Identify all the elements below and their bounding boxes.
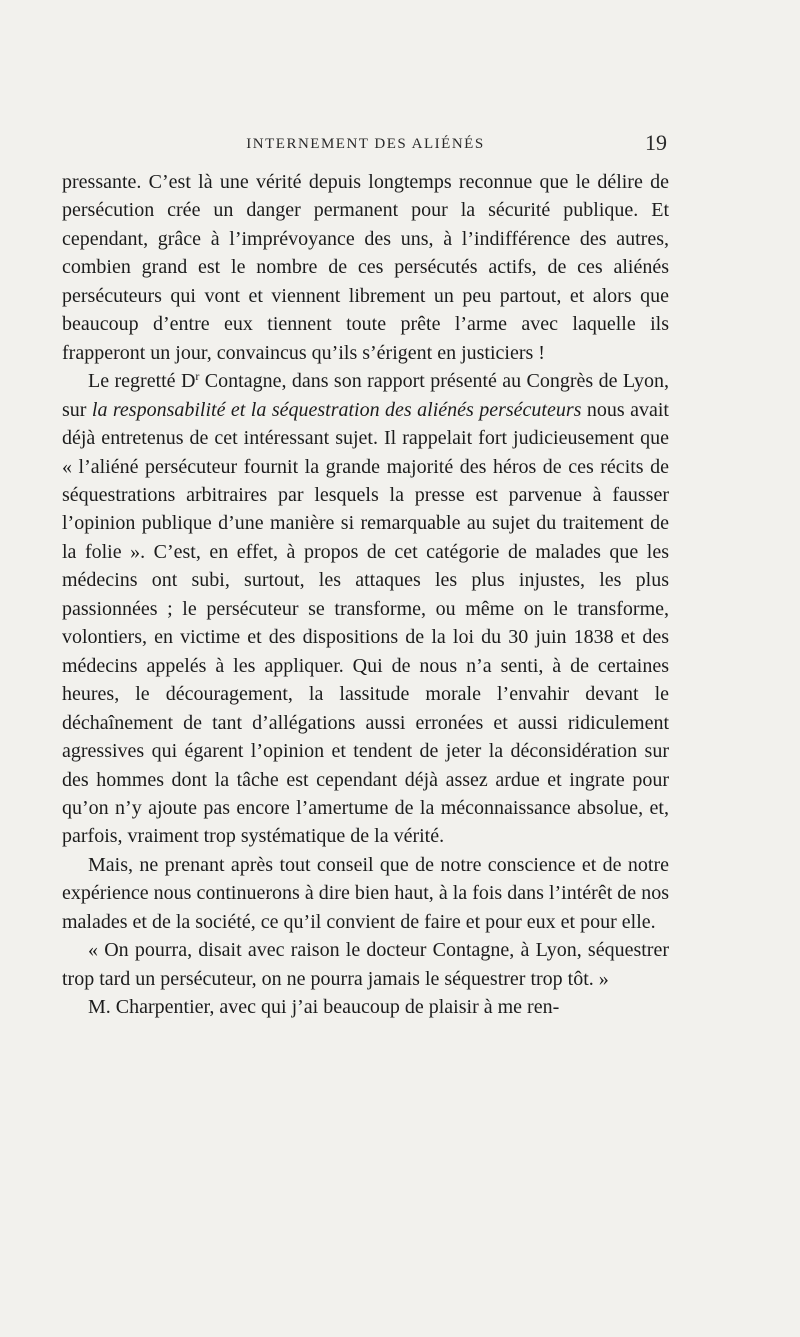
body-text <box>62 168 669 1022</box>
paragraph-1: pressante. C’est là une vérité depuis longtemps reconnue que le délire de persécution crée un danger permanent pour la sécurité publique. Et cependant, grâce à l’imprévoyance des uns, à l’indifférence des autres, combien grand est le nombre de ces persécutés actifs, de ces aliénés persécuteurs qui vont et viennent librement un peu partout, et alors que beaucoup d’entre eux tiennent toute prête l’arme avec laquelle ils frapperont un jour, convaincus qu’ils s’érigent en justiciers ! <box>62 171 669 364</box>
page-header <box>62 130 669 158</box>
paragraph-3: Mais, ne prenant après tout conseil que de notre conscience et de notre expérience nous continuerons à dire bien haut, à la fois dans l’intérêt de nos malades et de la société, ce qu’il convient de faire et pour eux et pour elle. <box>62 853 669 933</box>
report-title-italic: la responsabilité et la séquestration des aliénés persécuteurs <box>91 398 582 421</box>
paragraph-2 <box>62 367 669 851</box>
doctor-abbreviation-superscript: r <box>195 369 200 384</box>
paragraph-2-intro: Le regretté D <box>88 370 196 393</box>
paragraph-4-quote: « On pourra, disait avec raison le docteur Contagne, à Lyon, séquestrer trop tard un persécuteur, on ne pourra jamais le séquestrer trop tôt. » <box>62 939 669 990</box>
paragraph-2-rest: nous avait déjà entretenus de cet intéressant sujet. Il rappelait fort judicieusement que « l’aliéné persécuteur fournit la grande majorité des héros de ces récits de séquestrations arbitraires par lesquels la presse est parvenue à fausser l’opinion publique d’une manière si remarquable au sujet du traitement de la folie ». C’est, en effet, à propos de cet catégorie de malades que les médecins ont subi, surtout, les attaques les plus injustes, les plus passionnées ; le persécuteur se transforme, ou même on le transforme, volontiers, en victime et des dispositions de la loi du 30 juin 1838 et des médecins appelés à les appliquer. Qui de nous n’a senti, à de certaines heures, le découragement, la lassitude morale l’envahir devant le déchaînement de tant d’allégations aussi erronées et aussi ridiculement agressives qui égarent l’opinion et tendent de jeter la déconsidération sur des hommes dont la tâche est cependant déjà assez ardue et ingrate pour qu’on n’y ajoute pas encore l’amertume de la méconnaissance absolue, et, parfois, vraiment trop systématique de la vérité. <box>62 398 669 848</box>
running-title: INTERNEMENT DES ALIÉNÉS <box>246 136 485 152</box>
paragraph-5: M. Charpentier, avec qui j’ai beaucoup de plaisir à me ren- <box>88 996 560 1019</box>
page-number: 19 <box>645 130 667 155</box>
paragraph-2-before-title: Contagne, dans son rapport présenté au Congrès de Lyon, sur <box>62 370 669 421</box>
